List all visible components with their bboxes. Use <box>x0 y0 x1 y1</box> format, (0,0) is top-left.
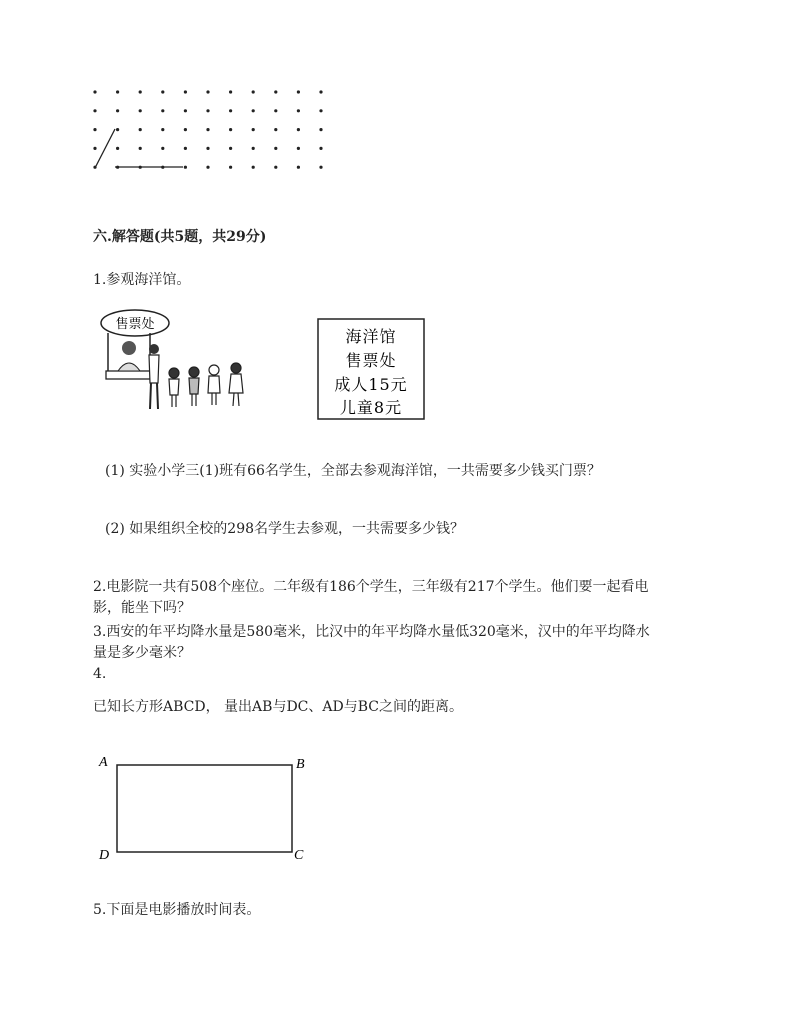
grid-dot <box>274 128 277 131</box>
sign-line-1: 海洋馆 <box>345 327 397 346</box>
grid-dot <box>206 109 209 112</box>
grid-dot <box>229 128 232 131</box>
grid-dot <box>93 147 96 150</box>
grid-dot <box>206 128 209 131</box>
q4-number: 4. <box>93 666 107 682</box>
grid-dot <box>229 166 232 169</box>
grid-dot <box>206 166 209 169</box>
grid-dot <box>93 90 96 93</box>
grid-dot <box>116 90 119 93</box>
grid-dot <box>229 109 232 112</box>
q4-stem: 已知长方形ABCD， 量出AB与DC、AD与BC之间的距离。 <box>93 699 463 715</box>
dot-grid-figure <box>86 88 326 188</box>
grid-dot <box>161 128 164 131</box>
vertex-b: B <box>296 757 305 772</box>
grid-dot <box>319 147 322 150</box>
rectangle-abcd <box>117 765 292 852</box>
grid-dot <box>297 166 300 169</box>
q5-stem: 5.下面是电影播放时间表。 <box>93 902 261 918</box>
grid-dot <box>139 147 142 150</box>
grid-dot <box>319 90 322 93</box>
grid-dot <box>229 147 232 150</box>
grid-dot <box>319 166 322 169</box>
grid-dot <box>274 109 277 112</box>
grid-dot <box>116 109 119 112</box>
grid-dot <box>184 128 187 131</box>
q2-line-2: 影，能坐下吗？ <box>93 600 191 616</box>
grid-dot <box>206 147 209 150</box>
q3-line-1: 3.西安的年平均降水量是580毫米，比汉中的年平均降水量低320毫米，汉中的年平均降水 <box>93 624 650 640</box>
grid-dot <box>93 128 96 131</box>
grid-dot <box>116 147 119 150</box>
sign-line-3: 成人15元 <box>334 375 408 394</box>
grid-dot <box>297 90 300 93</box>
grid-dot <box>319 109 322 112</box>
grid-dot <box>139 128 142 131</box>
q1-subquestion-2: (2) 如果组织全校的298名学生去参观，一共需要多少钱？ <box>105 521 465 537</box>
grid-dot <box>297 147 300 150</box>
grid-dot <box>297 109 300 112</box>
grid-dot <box>93 109 96 112</box>
sign-line-4: 儿童8元 <box>339 398 403 417</box>
section-title: 六.解答题(共5题，共29分) <box>93 229 267 245</box>
grid-dot <box>184 147 187 150</box>
q1-stem: 1.参观海洋馆。 <box>93 272 191 288</box>
grid-dot <box>139 109 142 112</box>
grid-dot <box>229 90 232 93</box>
grid-dot <box>161 90 164 93</box>
grid-dot <box>116 128 119 131</box>
q3-line-2: 量是多少毫米？ <box>93 645 191 661</box>
vertex-a: A <box>99 755 108 770</box>
grid-dot <box>252 90 255 93</box>
grid-dot <box>206 90 209 93</box>
price-sign <box>317 318 427 422</box>
sign-line-2: 售票处 <box>345 351 397 370</box>
booth-label: 售票处 <box>115 317 155 332</box>
dot-grid <box>93 90 322 168</box>
grid-dot <box>139 90 142 93</box>
grid-dot <box>274 147 277 150</box>
grid-dot <box>274 90 277 93</box>
grid-dot <box>297 128 300 131</box>
rectangle-abcd-figure <box>96 752 326 862</box>
grid-dot <box>184 90 187 93</box>
grid-dot <box>161 147 164 150</box>
q1-subquestion-1: (1) 实验小学三(1)班有66名学生，全部去参观海洋馆，一共需要多少钱买门票？ <box>105 463 601 479</box>
grid-dot <box>252 147 255 150</box>
ticket-booth-illustration <box>98 305 258 415</box>
grid-dot <box>161 109 164 112</box>
grid-dot <box>319 128 322 131</box>
grid-segment-slanted <box>95 129 115 168</box>
grid-dot <box>252 128 255 131</box>
grid-dot <box>184 166 187 169</box>
vertex-c: C <box>294 848 304 863</box>
grid-dot <box>252 166 255 169</box>
grid-dot <box>274 166 277 169</box>
q2-line-1: 2.电影院一共有508个座位。二年级有186个学生，三年级有217个学生。他们要一起看电 <box>93 579 649 595</box>
grid-dot <box>252 109 255 112</box>
grid-dot <box>184 109 187 112</box>
vertex-d: D <box>99 848 110 863</box>
